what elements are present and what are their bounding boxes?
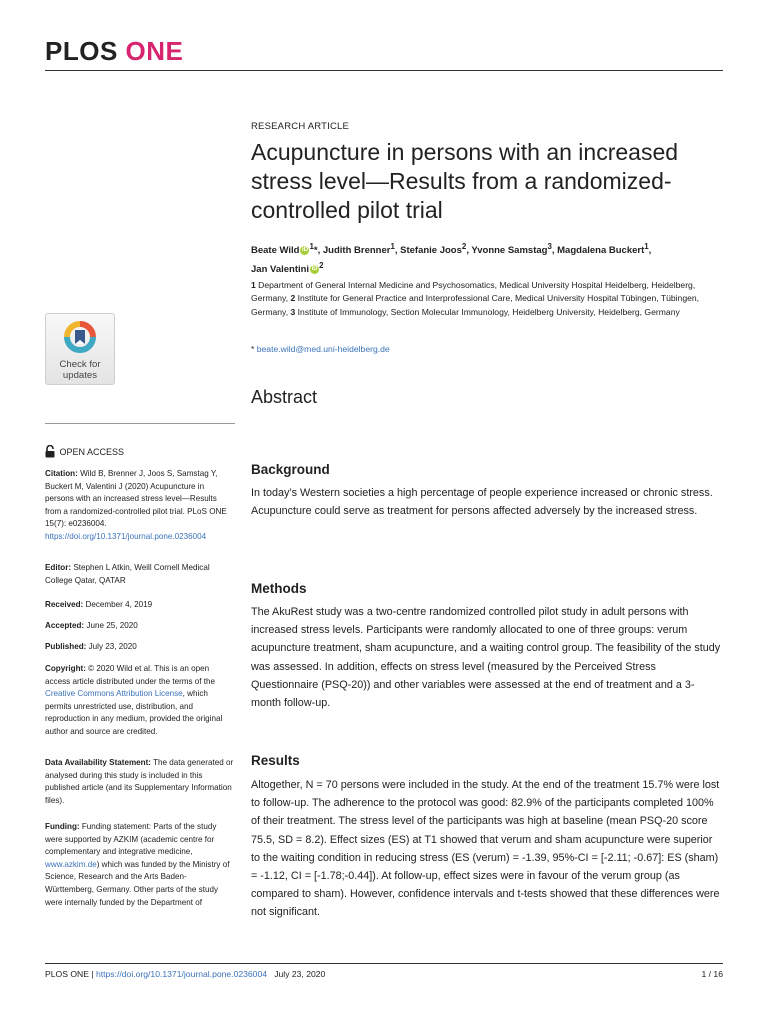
citation-block [45, 468, 235, 544]
logo-plos: PLOS [45, 36, 118, 66]
author-affiliation-ref: 1 [309, 242, 314, 251]
abstract-heading: Abstract [251, 387, 318, 407]
affiliation-text: Department of General Internal Medicine and Psychosomatics, Medical University Hospital Heidelberg, Heidelberg, Germany, [251, 280, 696, 304]
correspondence [251, 344, 390, 354]
author-name[interactable]: Jan Valentini [251, 264, 310, 276]
accepted-block [45, 620, 235, 633]
methods-text: The AkuRest study was a two-centre randomized controlled pilot study in adult persons with increased stress levels. Participants were randomly allocated to one of three groups: verum acupuncture treatment, sham acupuncture, and a waiting control group. The feasibility of the study was assessed. In addition, effects on stress level (measured by the Perceived Stress Questionnaire (PSQ-20)) and other variables were assessed at the end of treatment and a 3-month follow-up. [251, 606, 721, 710]
author-affiliation-ref: 2 [319, 261, 324, 271]
accepted-label: Accepted: [45, 621, 85, 630]
citation-label: Citation: [45, 469, 78, 478]
author-name[interactable]: Magdalena Buckert [557, 245, 645, 257]
crossmark-icon [63, 320, 97, 354]
data-availability-block [45, 757, 235, 807]
copyright-text: © 2020 Wild et al. This is an open access article distributed under the terms of the [45, 664, 216, 686]
received-date: December 4, 2019 [85, 600, 153, 609]
editor-text: Stephen L Atkin, Weill Cornell Medical College Qatar, QATAR [45, 563, 210, 585]
author-affiliation-ref: 1 [644, 242, 649, 251]
accepted-date: June 25, 2020 [86, 621, 138, 630]
published-date: July 23, 2020 [88, 642, 137, 651]
crossmark-label-1: Check for [59, 359, 101, 370]
correspondence-mark: * [251, 344, 255, 354]
results-text: Altogether, N = 70 persons were included in the study. At the end of the treatment 15.7% were lost to follow-up. The adherence to the protocol was good: 82.9% of the participants completed 100% of their treatment. The stress level of the participants was high at baseline (mean PSQ-20 score 75.5, SD = 8.2). Effect sizes (ES) at T1 showed that verum and sham acupuncture were superior to the waiting condition in reducing stress (ES (verum) = -1.39, 95%-CI = [-2.11; -0.67]: ES (sham) = -1.12, CI = [-1.78;-0.44]). At follow-up, effect sizes were in favour of the verum group (as compared to sham). However, confidence intervals and t-tests showed that these differences were not significant. [251, 779, 720, 919]
logo-one: ONE [125, 36, 184, 66]
background-text: In today’s Western societies a high percentage of people experience increased or chronic stress. Acupuncture could serve as treatment for persons affected adversely by the increased stress. [251, 487, 713, 518]
received-label: Received: [45, 600, 84, 609]
received-block [45, 599, 235, 612]
footer-date: July 23, 2020 [274, 969, 326, 979]
footer-journal: PLOS ONE [45, 969, 89, 979]
published-label: Published: [45, 642, 87, 651]
affiliation-number: 1 [251, 280, 256, 290]
author-affiliation-ref: 3 [547, 242, 552, 251]
citation-doi-link[interactable]: https://doi.org/10.1371/journal.pone.0236004 [45, 531, 207, 541]
orcid-icon[interactable]: iD [311, 266, 318, 273]
funding-block [45, 821, 235, 909]
corresponding-mark: * [313, 245, 318, 257]
data-availability-label: Data Availability Statement: [45, 758, 151, 767]
methods-heading: Methods [251, 581, 307, 596]
open-access-badge [45, 445, 124, 458]
citation-text: Wild B, Brenner J, Joos S, Samstag Y, Buckert M, Valentini J (2020) Acupuncture in persons with an increased stress level—Results from a randomized-controlled pilot trial. PLoS ONE 15(7): e0236004. [45, 469, 227, 529]
author-affiliation-ref: 2 [461, 242, 467, 251]
funding-label: Funding: [45, 822, 80, 831]
published-block [45, 641, 235, 654]
open-lock-icon [45, 445, 55, 458]
affiliation-list [251, 279, 723, 319]
crossmark-label-2: updates [62, 370, 98, 381]
author-list: Beate Wild iD $^1$*, Judith Brenner$^1$, Stefanie Joos$^2$, Yvonne Samstag$^3$, Magdalena Buckert$^1$, Jan Valentini iD $^2$ [251, 242, 652, 276]
data-availability-text: The data generated or analysed during this study is included in this published article (and its Supplementary Information files). [45, 758, 234, 805]
author-name[interactable]: Stefanie Joos [400, 245, 462, 257]
editor-block [45, 562, 235, 587]
footer-separator: | [91, 969, 94, 979]
copyright-text-cont: , which permits unrestricted use, distribution, and reproduction in any medium, provided the original author and source are credited. [45, 689, 223, 736]
copyright-label: Copyright: [45, 664, 86, 673]
open-access-label: OPEN ACCESS [59, 447, 125, 457]
footer-doi-link[interactable]: https://doi.org/10.1371/journal.pone.0236004 [95, 969, 268, 979]
affiliation-number: 2 [290, 293, 296, 304]
correspondence-email-link[interactable]: beate.wild@med.uni-heidelberg.de [256, 344, 390, 354]
journal-logo[interactable] [45, 36, 183, 67]
header-divider [45, 70, 723, 71]
author-affiliation-ref: 1 [390, 242, 395, 251]
affiliation-text: Institute for General Practice and Interprofessional Care, Medical University Hospital Tübingen, Tübingen, Germany, [251, 293, 700, 317]
affiliation-number: 3 [290, 306, 296, 317]
license-link[interactable]: Creative Commons Attribution License [45, 689, 183, 699]
article-type-label: RESEARCH ARTICLE [251, 121, 350, 132]
author-name[interactable]: Judith Brenner [322, 245, 391, 257]
article-title: Acupuncture in persons with an increased stress level—Results from a randomized-controlled pilot trial [251, 139, 679, 223]
funding-text-cont: ) which was funded by the Ministry of Science, Research and the Arts Baden-Württemberg, Germany. Other parts of the study were internally funded by the Department of [45, 859, 230, 907]
azkim-link[interactable]: www.azkim.de [45, 859, 97, 869]
page-number: 1 / 16 [701, 969, 723, 979]
editor-label: Editor: [45, 563, 72, 572]
orcid-icon[interactable]: iD [301, 247, 308, 254]
author-name[interactable]: Yvonne Samstag [471, 245, 548, 257]
footer-citation [45, 969, 325, 979]
background-heading: Background [251, 462, 330, 477]
results-heading: Results [251, 753, 300, 768]
author-name[interactable]: Beate Wild [251, 245, 300, 257]
funding-text: Funding statement: Parts of the study were supported by AZKIM (academic centre for complementary and integrative medicine, [45, 822, 217, 857]
check-for-updates-button[interactable] [45, 313, 115, 385]
copyright-block [45, 663, 235, 739]
affiliation-text: Institute of Immunology, Section Molecular Immunology, Heidelberg University, Heidelberg, Germany [297, 306, 680, 317]
footer-divider [45, 963, 723, 964]
sidebar-divider [45, 423, 235, 424]
